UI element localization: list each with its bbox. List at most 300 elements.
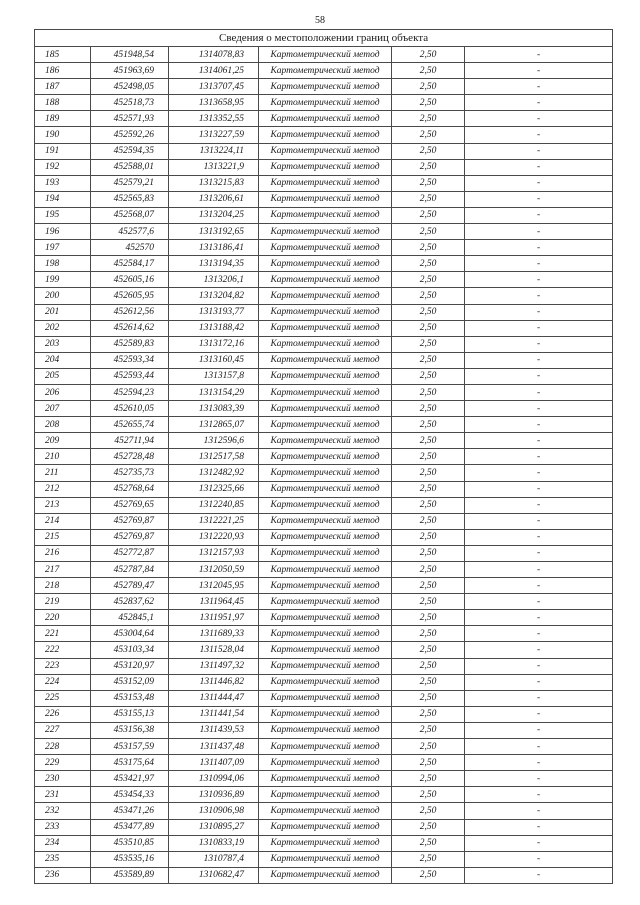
description-cell: - xyxy=(465,610,613,626)
table-row xyxy=(35,256,613,272)
coordinate-x-cell: 452594,35 xyxy=(91,143,169,159)
point-number-cell: 206 xyxy=(35,384,91,400)
description-cell: - xyxy=(465,63,613,79)
method-cell: Картометрический метод xyxy=(259,594,392,610)
point-number-cell: 195 xyxy=(35,207,91,223)
precision-cell: 2,50 xyxy=(392,755,465,771)
precision-cell: 2,50 xyxy=(392,803,465,819)
point-number-cell: 224 xyxy=(35,674,91,690)
table-row xyxy=(35,449,613,465)
point-number-cell: 230 xyxy=(35,771,91,787)
method-cell: Картометрический метод xyxy=(259,626,392,642)
point-number-cell: 229 xyxy=(35,755,91,771)
coordinate-y-cell: 1312221,25 xyxy=(169,513,259,529)
coordinate-y-cell: 1311446,82 xyxy=(169,674,259,690)
coordinate-x-cell: 453471,26 xyxy=(91,803,169,819)
description-cell: - xyxy=(465,562,613,578)
description-cell: - xyxy=(465,143,613,159)
table-title: Сведения о местоположении границ объекта xyxy=(35,30,613,47)
point-number-cell: 233 xyxy=(35,819,91,835)
method-cell: Картометрический метод xyxy=(259,835,392,851)
coordinate-y-cell: 1311964,45 xyxy=(169,594,259,610)
precision-cell: 2,50 xyxy=(392,63,465,79)
description-cell: - xyxy=(465,272,613,288)
method-cell: Картометрический метод xyxy=(259,706,392,722)
method-cell: Картометрический метод xyxy=(259,111,392,127)
method-cell: Картометрический метод xyxy=(259,545,392,561)
description-cell: - xyxy=(465,642,613,658)
coordinate-y-cell: 1314078,83 xyxy=(169,47,259,63)
table-row xyxy=(35,851,613,867)
precision-cell: 2,50 xyxy=(392,127,465,143)
description-cell: - xyxy=(465,835,613,851)
method-cell: Картометрический метод xyxy=(259,578,392,594)
method-cell: Картометрический метод xyxy=(259,417,392,433)
precision-cell: 2,50 xyxy=(392,835,465,851)
description-cell: - xyxy=(465,384,613,400)
point-number-cell: 201 xyxy=(35,304,91,320)
point-number-cell: 212 xyxy=(35,481,91,497)
method-cell: Картометрический метод xyxy=(259,224,392,240)
table-row xyxy=(35,481,613,497)
description-cell: - xyxy=(465,95,613,111)
point-number-cell: 213 xyxy=(35,497,91,513)
precision-cell: 2,50 xyxy=(392,95,465,111)
coordinate-x-cell: 452711,94 xyxy=(91,433,169,449)
coordinate-y-cell: 1313172,16 xyxy=(169,336,259,352)
precision-cell: 2,50 xyxy=(392,433,465,449)
coordinate-x-cell: 452565,83 xyxy=(91,191,169,207)
description-cell: - xyxy=(465,256,613,272)
point-number-cell: 186 xyxy=(35,63,91,79)
description-cell: - xyxy=(465,867,613,883)
coordinate-x-cell: 453535,16 xyxy=(91,851,169,867)
description-cell: - xyxy=(465,352,613,368)
coordinate-x-cell: 451948,54 xyxy=(91,47,169,63)
precision-cell: 2,50 xyxy=(392,722,465,738)
precision-cell: 2,50 xyxy=(392,851,465,867)
description-cell: - xyxy=(465,626,613,642)
point-number-cell: 236 xyxy=(35,867,91,883)
coordinate-x-cell: 453421,97 xyxy=(91,771,169,787)
coordinate-x-cell: 452592,26 xyxy=(91,127,169,143)
method-cell: Картометрический метод xyxy=(259,143,392,159)
precision-cell: 2,50 xyxy=(392,690,465,706)
table-row xyxy=(35,191,613,207)
point-number-cell: 209 xyxy=(35,433,91,449)
point-number-cell: 234 xyxy=(35,835,91,851)
precision-cell: 2,50 xyxy=(392,384,465,400)
coordinate-y-cell: 1313194,35 xyxy=(169,256,259,272)
table-row xyxy=(35,127,613,143)
table-row xyxy=(35,658,613,674)
table-row xyxy=(35,368,613,384)
method-cell: Картометрический метод xyxy=(259,95,392,111)
coordinate-x-cell: 451963,69 xyxy=(91,63,169,79)
coordinate-x-cell: 453103,34 xyxy=(91,642,169,658)
table-row xyxy=(35,320,613,336)
description-cell: - xyxy=(465,513,613,529)
method-cell: Картометрический метод xyxy=(259,207,392,223)
coordinate-y-cell: 1312596,6 xyxy=(169,433,259,449)
coordinate-y-cell: 1313658,95 xyxy=(169,95,259,111)
description-cell: - xyxy=(465,433,613,449)
coordinate-y-cell: 1312325,66 xyxy=(169,481,259,497)
coordinate-y-cell: 1313204,82 xyxy=(169,288,259,304)
coordinate-x-cell: 452570 xyxy=(91,240,169,256)
table-row xyxy=(35,610,613,626)
coordinate-y-cell: 1311528,04 xyxy=(169,642,259,658)
method-cell: Картометрический метод xyxy=(259,867,392,883)
precision-cell: 2,50 xyxy=(392,175,465,191)
table-row xyxy=(35,674,613,690)
description-cell: - xyxy=(465,465,613,481)
table-row xyxy=(35,739,613,755)
point-number-cell: 197 xyxy=(35,240,91,256)
description-cell: - xyxy=(465,417,613,433)
table-row xyxy=(35,529,613,545)
coordinate-y-cell: 1313154,29 xyxy=(169,384,259,400)
precision-cell: 2,50 xyxy=(392,594,465,610)
coordinate-y-cell: 1312482,92 xyxy=(169,465,259,481)
precision-cell: 2,50 xyxy=(392,674,465,690)
coordinate-y-cell: 1313157,8 xyxy=(169,368,259,384)
coordinate-y-cell: 1311689,33 xyxy=(169,626,259,642)
precision-cell: 2,50 xyxy=(392,191,465,207)
precision-cell: 2,50 xyxy=(392,578,465,594)
precision-cell: 2,50 xyxy=(392,336,465,352)
method-cell: Картометрический метод xyxy=(259,240,392,256)
coordinate-x-cell: 452498,05 xyxy=(91,79,169,95)
description-cell: - xyxy=(465,320,613,336)
precision-cell: 2,50 xyxy=(392,449,465,465)
precision-cell: 2,50 xyxy=(392,545,465,561)
precision-cell: 2,50 xyxy=(392,642,465,658)
coordinate-x-cell: 453589,89 xyxy=(91,867,169,883)
coordinate-y-cell: 1313204,25 xyxy=(169,207,259,223)
precision-cell: 2,50 xyxy=(392,304,465,320)
description-cell: - xyxy=(465,336,613,352)
coordinate-y-cell: 1313193,77 xyxy=(169,304,259,320)
coordinate-y-cell: 1313352,55 xyxy=(169,111,259,127)
description-cell: - xyxy=(465,159,613,175)
coordinate-y-cell: 1313227,59 xyxy=(169,127,259,143)
method-cell: Картометрический метод xyxy=(259,658,392,674)
coordinate-y-cell: 1310787,4 xyxy=(169,851,259,867)
table-row xyxy=(35,401,613,417)
table-row xyxy=(35,497,613,513)
description-cell: - xyxy=(465,224,613,240)
method-cell: Картометрический метод xyxy=(259,610,392,626)
description-cell: - xyxy=(465,803,613,819)
method-cell: Картометрический метод xyxy=(259,288,392,304)
precision-cell: 2,50 xyxy=(392,787,465,803)
point-number-cell: 199 xyxy=(35,272,91,288)
table-row xyxy=(35,352,613,368)
precision-cell: 2,50 xyxy=(392,513,465,529)
coordinate-x-cell: 453152,09 xyxy=(91,674,169,690)
coordinate-y-cell: 1312517,58 xyxy=(169,449,259,465)
coordinate-x-cell: 453477,89 xyxy=(91,819,169,835)
table-row xyxy=(35,771,613,787)
coordinate-y-cell: 1313186,41 xyxy=(169,240,259,256)
method-cell: Картометрический метод xyxy=(259,368,392,384)
precision-cell: 2,50 xyxy=(392,352,465,368)
point-number-cell: 235 xyxy=(35,851,91,867)
table-row xyxy=(35,47,613,63)
table-row xyxy=(35,288,613,304)
description-cell: - xyxy=(465,481,613,497)
coordinate-x-cell: 452588,01 xyxy=(91,159,169,175)
point-number-cell: 200 xyxy=(35,288,91,304)
method-cell: Картометрический метод xyxy=(259,336,392,352)
table-row xyxy=(35,417,613,433)
coordinate-x-cell: 452577,6 xyxy=(91,224,169,240)
coordinate-x-cell: 453153,48 xyxy=(91,690,169,706)
coordinate-x-cell: 452769,87 xyxy=(91,513,169,529)
method-cell: Картометрический метод xyxy=(259,674,392,690)
table-row xyxy=(35,722,613,738)
description-cell: - xyxy=(465,722,613,738)
precision-cell: 2,50 xyxy=(392,111,465,127)
description-cell: - xyxy=(465,529,613,545)
coordinate-x-cell: 452584,17 xyxy=(91,256,169,272)
method-cell: Картометрический метод xyxy=(259,175,392,191)
coordinate-y-cell: 1310895,27 xyxy=(169,819,259,835)
point-number-cell: 227 xyxy=(35,722,91,738)
point-number-cell: 198 xyxy=(35,256,91,272)
method-cell: Картометрический метод xyxy=(259,803,392,819)
table-row xyxy=(35,690,613,706)
point-number-cell: 203 xyxy=(35,336,91,352)
precision-cell: 2,50 xyxy=(392,771,465,787)
method-cell: Картометрический метод xyxy=(259,272,392,288)
description-cell: - xyxy=(465,47,613,63)
coordinate-x-cell: 452787,84 xyxy=(91,562,169,578)
method-cell: Картометрический метод xyxy=(259,513,392,529)
description-cell: - xyxy=(465,739,613,755)
coordinate-y-cell: 1311497,32 xyxy=(169,658,259,674)
coordinate-y-cell: 1313215,83 xyxy=(169,175,259,191)
precision-cell: 2,50 xyxy=(392,481,465,497)
table-title-row xyxy=(35,30,613,47)
method-cell: Картометрический метод xyxy=(259,256,392,272)
description-cell: - xyxy=(465,787,613,803)
coordinate-y-cell: 1311441,54 xyxy=(169,706,259,722)
precision-cell: 2,50 xyxy=(392,256,465,272)
precision-cell: 2,50 xyxy=(392,401,465,417)
method-cell: Картометрический метод xyxy=(259,352,392,368)
coordinate-y-cell: 1313160,45 xyxy=(169,352,259,368)
point-number-cell: 189 xyxy=(35,111,91,127)
description-cell: - xyxy=(465,497,613,513)
coordinate-y-cell: 1313707,45 xyxy=(169,79,259,95)
point-number-cell: 216 xyxy=(35,545,91,561)
point-number-cell: 221 xyxy=(35,626,91,642)
table-row xyxy=(35,240,613,256)
method-cell: Картометрический метод xyxy=(259,79,392,95)
method-cell: Картометрический метод xyxy=(259,384,392,400)
precision-cell: 2,50 xyxy=(392,529,465,545)
description-cell: - xyxy=(465,304,613,320)
point-number-cell: 222 xyxy=(35,642,91,658)
description-cell: - xyxy=(465,240,613,256)
table-row xyxy=(35,787,613,803)
table-row xyxy=(35,545,613,561)
coordinate-y-cell: 1313206,1 xyxy=(169,272,259,288)
description-cell: - xyxy=(465,111,613,127)
precision-cell: 2,50 xyxy=(392,658,465,674)
method-cell: Картометрический метод xyxy=(259,497,392,513)
precision-cell: 2,50 xyxy=(392,272,465,288)
method-cell: Картометрический метод xyxy=(259,127,392,143)
method-cell: Картометрический метод xyxy=(259,787,392,803)
point-number-cell: 204 xyxy=(35,352,91,368)
table-row xyxy=(35,706,613,722)
boundary-coordinates-table xyxy=(34,29,613,884)
method-cell: Картометрический метод xyxy=(259,739,392,755)
point-number-cell: 231 xyxy=(35,787,91,803)
table-row xyxy=(35,626,613,642)
coordinate-y-cell: 1311439,53 xyxy=(169,722,259,738)
point-number-cell: 220 xyxy=(35,610,91,626)
coordinate-y-cell: 1313224,11 xyxy=(169,143,259,159)
table-row xyxy=(35,578,613,594)
coordinate-x-cell: 452610,05 xyxy=(91,401,169,417)
table-row xyxy=(35,63,613,79)
method-cell: Картометрический метод xyxy=(259,562,392,578)
coordinate-x-cell: 452772,87 xyxy=(91,545,169,561)
description-cell: - xyxy=(465,368,613,384)
point-number-cell: 187 xyxy=(35,79,91,95)
precision-cell: 2,50 xyxy=(392,417,465,433)
table-row xyxy=(35,819,613,835)
precision-cell: 2,50 xyxy=(392,240,465,256)
coordinate-y-cell: 1311437,48 xyxy=(169,739,259,755)
description-cell: - xyxy=(465,207,613,223)
precision-cell: 2,50 xyxy=(392,465,465,481)
coordinate-x-cell: 452579,21 xyxy=(91,175,169,191)
coordinate-x-cell: 452593,34 xyxy=(91,352,169,368)
coordinate-x-cell: 452837,62 xyxy=(91,594,169,610)
point-number-cell: 225 xyxy=(35,690,91,706)
method-cell: Картометрический метод xyxy=(259,304,392,320)
table-row xyxy=(35,513,613,529)
table-row xyxy=(35,143,613,159)
point-number-cell: 210 xyxy=(35,449,91,465)
description-cell: - xyxy=(465,755,613,771)
table-row xyxy=(35,433,613,449)
description-cell: - xyxy=(465,545,613,561)
description-cell: - xyxy=(465,578,613,594)
method-cell: Картометрический метод xyxy=(259,433,392,449)
table-row xyxy=(35,175,613,191)
coordinate-x-cell: 452769,65 xyxy=(91,497,169,513)
precision-cell: 2,50 xyxy=(392,368,465,384)
table-row xyxy=(35,79,613,95)
table-row xyxy=(35,803,613,819)
coordinate-y-cell: 1313206,61 xyxy=(169,191,259,207)
method-cell: Картометрический метод xyxy=(259,722,392,738)
description-cell: - xyxy=(465,706,613,722)
description-cell: - xyxy=(465,674,613,690)
coordinate-x-cell: 452614,62 xyxy=(91,320,169,336)
method-cell: Картометрический метод xyxy=(259,63,392,79)
coordinate-x-cell: 452728,48 xyxy=(91,449,169,465)
description-cell: - xyxy=(465,127,613,143)
coordinate-y-cell: 1310936,89 xyxy=(169,787,259,803)
precision-cell: 2,50 xyxy=(392,610,465,626)
table-row xyxy=(35,111,613,127)
point-number-cell: 208 xyxy=(35,417,91,433)
point-number-cell: 226 xyxy=(35,706,91,722)
coordinate-x-cell: 453120,97 xyxy=(91,658,169,674)
description-cell: - xyxy=(465,449,613,465)
coordinate-y-cell: 1312045,95 xyxy=(169,578,259,594)
point-number-cell: 214 xyxy=(35,513,91,529)
coordinate-x-cell: 452593,44 xyxy=(91,368,169,384)
precision-cell: 2,50 xyxy=(392,143,465,159)
point-number-cell: 232 xyxy=(35,803,91,819)
coordinate-y-cell: 1310906,98 xyxy=(169,803,259,819)
method-cell: Картометрический метод xyxy=(259,159,392,175)
method-cell: Картометрический метод xyxy=(259,690,392,706)
coordinate-x-cell: 453175,64 xyxy=(91,755,169,771)
coordinate-x-cell: 452605,95 xyxy=(91,288,169,304)
description-cell: - xyxy=(465,851,613,867)
precision-cell: 2,50 xyxy=(392,819,465,835)
precision-cell: 2,50 xyxy=(392,626,465,642)
coordinate-x-cell: 452518,73 xyxy=(91,95,169,111)
table-row xyxy=(35,304,613,320)
precision-cell: 2,50 xyxy=(392,320,465,336)
point-number-cell: 219 xyxy=(35,594,91,610)
coordinate-y-cell: 1312220,93 xyxy=(169,529,259,545)
method-cell: Картометрический метод xyxy=(259,47,392,63)
coordinate-y-cell: 1310833,19 xyxy=(169,835,259,851)
method-cell: Картометрический метод xyxy=(259,449,392,465)
coordinate-x-cell: 453157,59 xyxy=(91,739,169,755)
coordinate-y-cell: 1310682,47 xyxy=(169,867,259,883)
point-number-cell: 192 xyxy=(35,159,91,175)
coordinate-x-cell: 452568,07 xyxy=(91,207,169,223)
coordinate-y-cell: 1311444,47 xyxy=(169,690,259,706)
coordinate-y-cell: 1313221,9 xyxy=(169,159,259,175)
precision-cell: 2,50 xyxy=(392,739,465,755)
table-body xyxy=(35,47,613,884)
description-cell: - xyxy=(465,594,613,610)
precision-cell: 2,50 xyxy=(392,47,465,63)
description-cell: - xyxy=(465,191,613,207)
method-cell: Картометрический метод xyxy=(259,642,392,658)
table-row xyxy=(35,835,613,851)
point-number-cell: 205 xyxy=(35,368,91,384)
point-number-cell: 193 xyxy=(35,175,91,191)
method-cell: Картометрический метод xyxy=(259,320,392,336)
coordinate-x-cell: 452845,1 xyxy=(91,610,169,626)
coordinate-y-cell: 1313192,65 xyxy=(169,224,259,240)
precision-cell: 2,50 xyxy=(392,867,465,883)
coordinate-x-cell: 452735,73 xyxy=(91,465,169,481)
coordinate-x-cell: 452655,74 xyxy=(91,417,169,433)
coordinate-x-cell: 453510,85 xyxy=(91,835,169,851)
point-number-cell: 185 xyxy=(35,47,91,63)
coordinate-y-cell: 1314061,25 xyxy=(169,63,259,79)
coordinate-y-cell: 1313083,39 xyxy=(169,401,259,417)
point-number-cell: 217 xyxy=(35,562,91,578)
precision-cell: 2,50 xyxy=(392,159,465,175)
coordinate-x-cell: 452589,83 xyxy=(91,336,169,352)
